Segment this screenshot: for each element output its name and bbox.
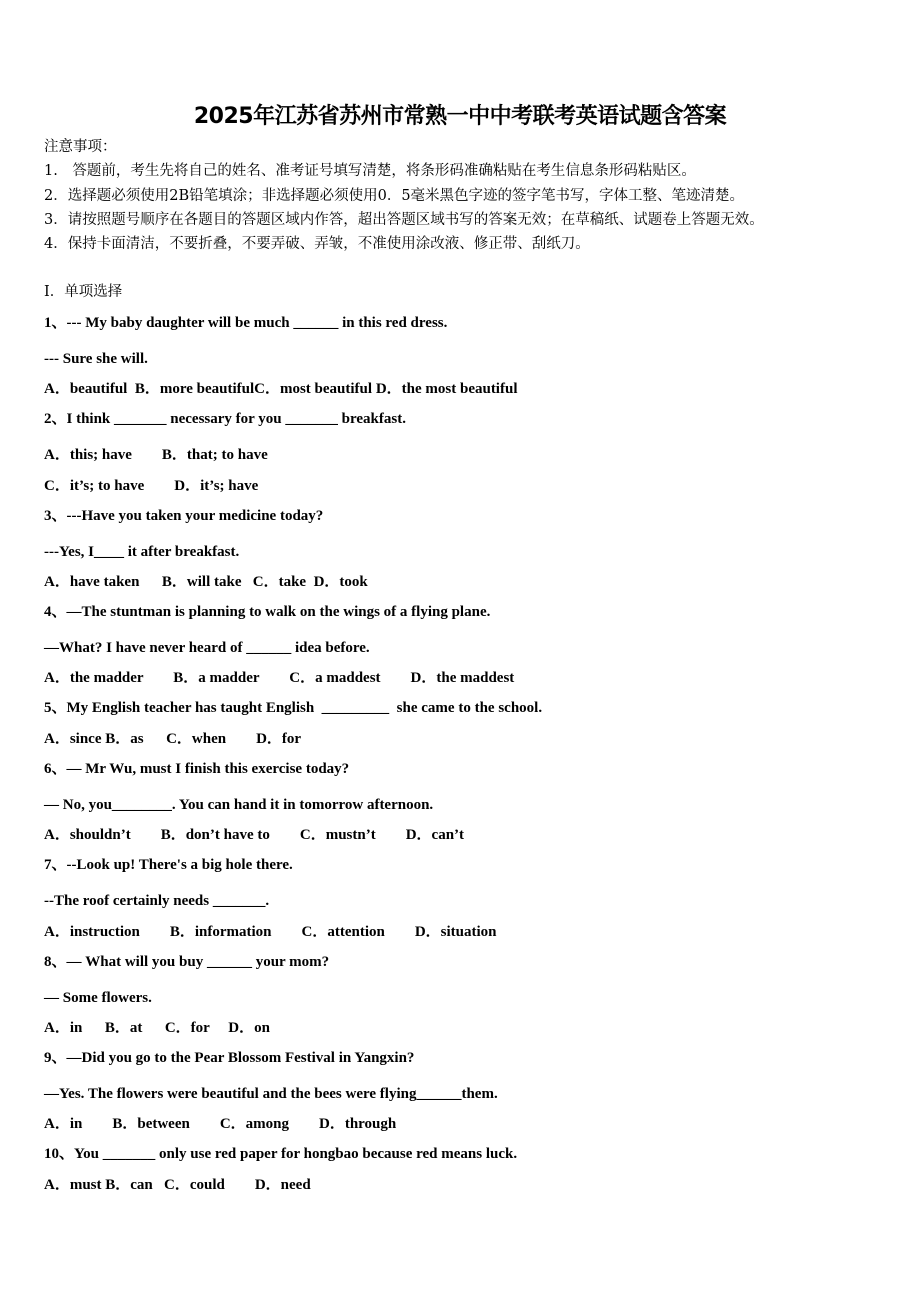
answer-options: A．the madder B．a madder C．a maddest D．the maddest — [44, 670, 515, 686]
section-heading: Ⅰ．单项选择 — [44, 284, 123, 300]
question-line: 4、—The stuntman is planning to walk on the wings of a flying plane. — [44, 604, 491, 620]
answer-options: A．since B．as C．when D．for — [44, 731, 302, 747]
question-line: ---Yes, I____ it after breakfast. — [44, 544, 240, 560]
question-line: 1、--- My baby daughter will be much ______ in this red dress. — [44, 315, 448, 331]
answer-options: A．in B．between C．among D．through — [44, 1116, 397, 1132]
notice-item: 2．选择题必须使用2B铅笔填涂；非选择题必须使用0．5毫米黑色字迹的签字笔书写，字体工整、笔迹清楚。 — [44, 188, 745, 204]
answer-options: A．in B．at C．for D．on — [44, 1020, 270, 1036]
notice-item: 3．请按照题号顺序在各题目的答题区域内作答，超出答题区域书写的答案无效；在草稿纸、试题卷上答题无效。 — [44, 212, 764, 228]
answer-options: A．have taken B．will take C．take D．took — [44, 574, 368, 590]
question-line: 7、--Look up! There's a big hole there. — [44, 857, 293, 873]
question-line: --The roof certainly needs _______. — [44, 893, 270, 909]
question-line: --- Sure she will. — [44, 351, 148, 367]
notice-item: 4．保持卡面清洁，不要折叠，不要弄破、弄皱，不准使用涂改液、修正带、刮纸刀。 — [44, 236, 590, 252]
question-line: 10、You _______ only use red paper for hongbao because red means luck. — [44, 1146, 518, 1162]
question-line: — No, you________. You can hand it in tomorrow afternoon. — [44, 797, 434, 813]
answer-options: A．beautiful B．more beautifulC．most beautiful D．the most beautiful — [44, 381, 518, 397]
answer-options: A．instruction B．information C．attention D．situation — [44, 924, 497, 940]
notice-heading: 注意事项： — [44, 139, 117, 155]
question-line: —What? I have never heard of ______ idea before. — [44, 640, 370, 656]
question-line: 2、I think _______ necessary for you _______ breakfast. — [44, 411, 406, 427]
question-line: 5、My English teacher has taught English _________ she came to the school. — [44, 700, 543, 716]
answer-options: A．shouldn’t B．don’t have to C．mustn’t D．can’t — [44, 827, 465, 843]
question-line: — Some flowers. — [44, 990, 152, 1006]
question-line: 9、—Did you go to the Pear Blossom Festival in Yangxin? — [44, 1050, 415, 1066]
answer-options: A．must B．can C．could D．need — [44, 1177, 311, 1193]
question-line: 3、---Have you taken your medicine today? — [44, 508, 324, 524]
question-line: 8、— What will you buy ______ your mom? — [44, 954, 330, 970]
document-title: 2025年江苏省苏州市常熟一中中考联考英语试题含答案 — [193, 104, 727, 129]
question-line: 6、— Mr Wu, must I finish this exercise today? — [44, 761, 350, 777]
question-line: —Yes. The flowers were beautiful and the bees were flying______them. — [44, 1086, 498, 1102]
answer-options: C．it’s; to have D．it’s; have — [44, 478, 259, 494]
notice-item: 1. 答题前，考生先将自己的姓名、准考证号填写清楚，将条形码准确粘贴在考生信息条形码粘贴区。 — [44, 163, 696, 179]
answer-options: A．this; have B．that; to have — [44, 447, 268, 463]
